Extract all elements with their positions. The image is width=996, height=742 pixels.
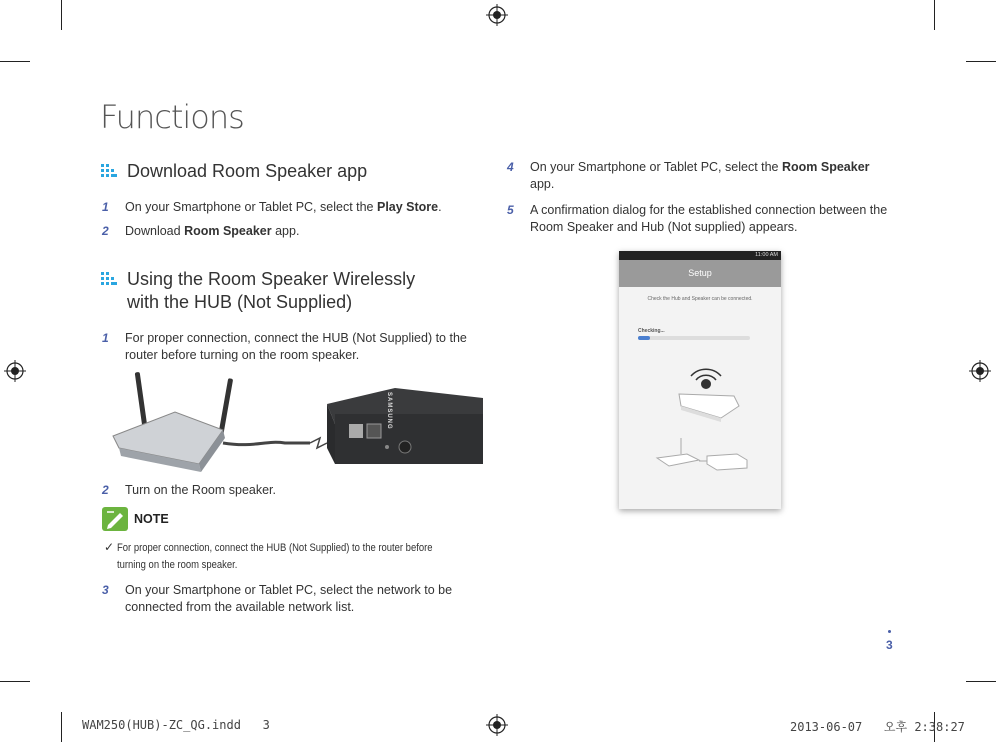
hub-brand-label: SAMSUNG <box>386 392 392 430</box>
section-bullet-icon <box>101 164 117 178</box>
router-hub-illustration <box>105 368 485 478</box>
status-time: 11:00 AM <box>755 252 778 258</box>
note-text: For proper connection, connect the HUB (Not Supplied) to the router before turning on the room speaker. <box>117 542 433 571</box>
step-text: A confirmation dialog for the established connection between the Room Speaker and Hub (Not supplied) appears. <box>530 203 888 234</box>
page-number: 3 <box>886 638 893 652</box>
step-number: 4 <box>507 160 514 174</box>
checking-label: Checking... <box>638 328 665 334</box>
crop-mark <box>934 0 935 30</box>
status-bar <box>619 251 781 260</box>
page-title: Functions <box>100 98 244 136</box>
registration-mark-icon <box>486 714 508 736</box>
step-text: For proper connection, connect the HUB (Not Supplied) to the router before turning on the room speaker. <box>125 331 467 362</box>
step-number: 2 <box>102 224 109 238</box>
registration-mark-icon <box>486 4 508 26</box>
note-icon <box>102 507 128 531</box>
file-slug: WAM250(HUB)-ZC_QG.indd 3 <box>82 718 270 732</box>
crop-mark <box>0 61 30 62</box>
step-number: 1 <box>102 200 109 214</box>
crop-mark <box>966 61 996 62</box>
progress-bar <box>638 336 750 340</box>
crop-mark <box>0 681 30 682</box>
step-text: On your Smartphone or Tablet PC, select the network to be connected from the available network list. <box>125 583 453 614</box>
step-number: 1 <box>102 331 109 345</box>
progress-fill <box>638 336 650 340</box>
checkmark-icon: ✓ <box>104 540 115 554</box>
registration-mark-icon <box>4 360 26 382</box>
step-number: 5 <box>507 203 514 217</box>
step-text: On your Smartphone or Tablet PC, select the Play Store. <box>125 200 442 214</box>
setup-title: Setup <box>619 260 781 287</box>
setup-message: Check the Hub and Speaker can be connected. <box>647 296 753 302</box>
step-text: On your Smartphone or Tablet PC, select the Room Speaker app. <box>530 160 870 191</box>
note-label: NOTE <box>134 512 169 526</box>
crop-mark <box>61 712 62 742</box>
connection-illustration <box>639 356 769 486</box>
phone-screenshot <box>619 251 781 509</box>
step-text: Turn on the Room speaker. <box>125 483 277 497</box>
registration-mark-icon <box>969 360 991 382</box>
crop-mark <box>966 681 996 682</box>
step-number: 3 <box>102 583 109 597</box>
crop-mark <box>61 0 62 30</box>
section-heading: Using the Room Speaker Wirelessly with the HUB (Not Supplied) <box>127 269 416 312</box>
page-dot <box>888 630 891 633</box>
date-slug: 2013-06-07 오후 2:38:27 <box>790 720 965 734</box>
section-bullet-icon <box>101 272 117 286</box>
step-text: Download Room Speaker app. <box>125 224 300 238</box>
section-heading: Download Room Speaker app <box>127 161 368 181</box>
step-number: 2 <box>102 483 109 497</box>
